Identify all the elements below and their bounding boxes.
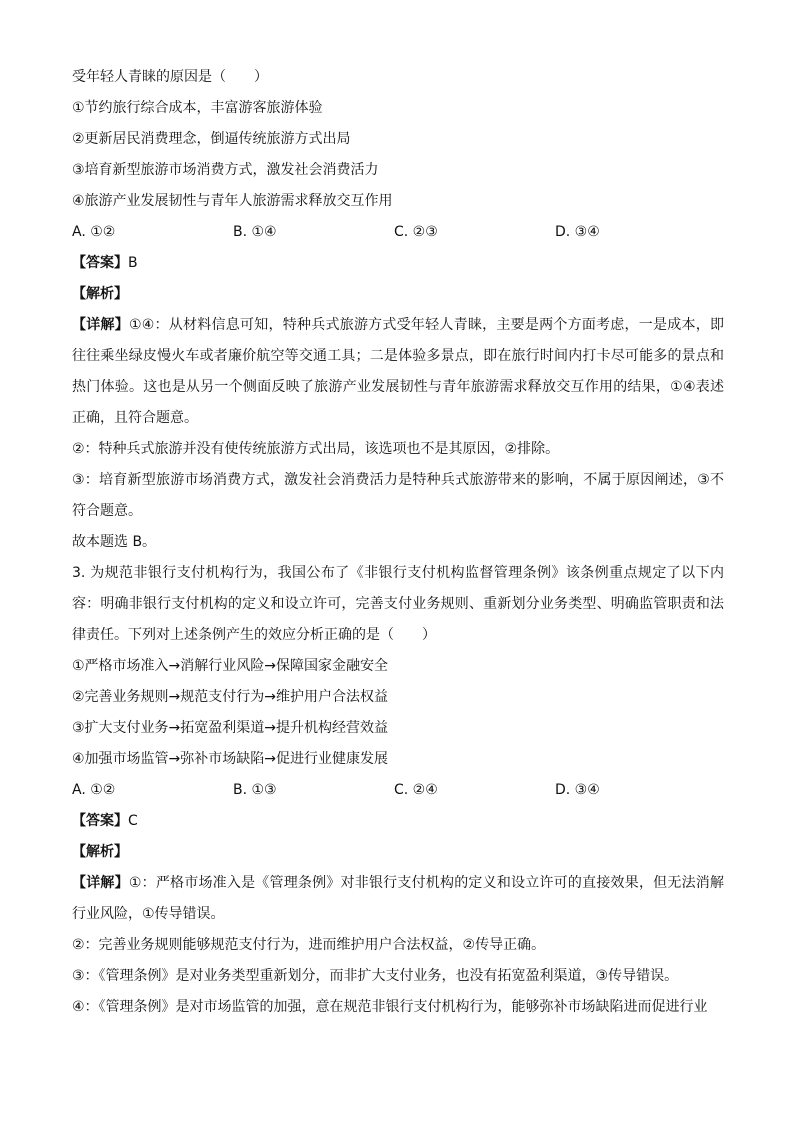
q3-option-c: C. ②④ [394, 782, 438, 798]
question-3-stem: 3. 为规范非银行支付机构行为，我国公布了《非银行支付机构监督管理条例》该条例重点规定了以下内容：明确非银行支付机构的定义和设立许可，完善支付业务规则、重新划分业务类型、明确监管职责和法律责任。下列对上述条例产生的效应分析正确的是（ ） [72, 565, 724, 643]
q3-detail-tag: 【详解】 [72, 875, 129, 891]
q3-option-b: B. ①③ [233, 782, 277, 798]
detail-text: ①④：从材料信息可知，特种兵式旅游方式受年轻人青睐，主要是两个方面考虑，一是成本，即往往乘坐绿皮慢火车或者廉价航空等交通工具；二是体验多景点，即在旅行时间内打卡尽可能多的景点和热门体验。这也是从另一个侧面反映了旅游产业发展韧性与青年旅游需求释放交互作用的结果，①④表述正确，且符合题意。 [72, 317, 724, 426]
answer-line [72, 248, 724, 279]
choice-item-4: ④旅游产业发展韧性与青年人旅游需求释放交互作用 [72, 193, 393, 209]
analysis-tag: 【解析】 [72, 286, 128, 302]
choice-item-1: ①节约旅行综合成本，丰富游客旅游体验 [72, 100, 323, 116]
q3-analysis-tag: 【解析】 [72, 844, 128, 860]
q3-choice-item-2: ②完善业务规则→规范支付行为→维护用户合法权益 [72, 689, 389, 705]
options-row [72, 217, 724, 248]
answer-value: B [128, 255, 138, 271]
detail-paragraph-1 [72, 310, 724, 434]
choice-item-2: ②更新居民消费理念，倒逼传统旅游方式出局 [72, 131, 351, 147]
detail-paragraph-3: ③：培育新型旅游市场消费方式，激发社会消费活力是特种兵式旅游带来的影响，不属于原因阐述，③不符合题意。 [72, 472, 724, 519]
q3-answer-value: C [128, 813, 138, 829]
answer-tag: 【答案】 [72, 255, 128, 271]
q3-detail-paragraph-4: ④：《管理条例》是对市场监管的加强，意在规范非银行支付机构行为，能够弥补市场缺陷进而促进行业 [72, 999, 708, 1015]
option-b: B. ①④ [233, 224, 277, 240]
q3-detail-text: ①：严格市场准入是《管理条例》对非银行支付机构的定义和设立许可的直接效果，但无法消解行业风险，①传导错误。 [72, 875, 724, 922]
option-c: C. ②③ [394, 224, 438, 240]
q3-choice-item-4: ④加强市场监管→弥补市场缺陷→促进行业健康发展 [72, 751, 389, 767]
question-stem-tail: 受年轻人青睐的原因是（ ） [72, 69, 268, 85]
q3-choice-item-1: ①严格市场准入→消解行业风险→保障国家金融安全 [72, 658, 389, 674]
option-a: A. ①② [72, 224, 116, 240]
conclusion: 故本题选 B。 [72, 534, 157, 550]
detail-paragraph-2: ②：特种兵式旅游并没有使传统旅游方式出局，该选项也不是其原因，②排除。 [72, 441, 560, 457]
q3-option-a: A. ①② [72, 782, 116, 798]
choice-item-3: ③培育新型旅游市场消费方式，激发社会消费活力 [72, 162, 379, 178]
q3-option-d: D. ③④ [555, 782, 600, 798]
option-d: D. ③④ [555, 224, 600, 240]
q3-answer-line [72, 806, 724, 837]
detail-tag: 【详解】 [72, 317, 129, 333]
q3-answer-tag: 【答案】 [72, 813, 128, 829]
q3-options-row [72, 775, 724, 806]
q3-choice-item-3: ③扩大支付业务→拓宽盈利渠道→提升机构经营效益 [72, 720, 389, 736]
q3-detail-paragraph-3: ③：《管理条例》是对业务类型重新划分，而非扩大支付业务，也没有拓宽盈利渠道，③传导错误。 [72, 968, 679, 984]
q3-detail-paragraph-2: ②：完善业务规则能够规范支付行为，进而维护用户合法权益，②传导正确。 [72, 937, 546, 953]
q3-detail-paragraph-1 [72, 868, 724, 930]
